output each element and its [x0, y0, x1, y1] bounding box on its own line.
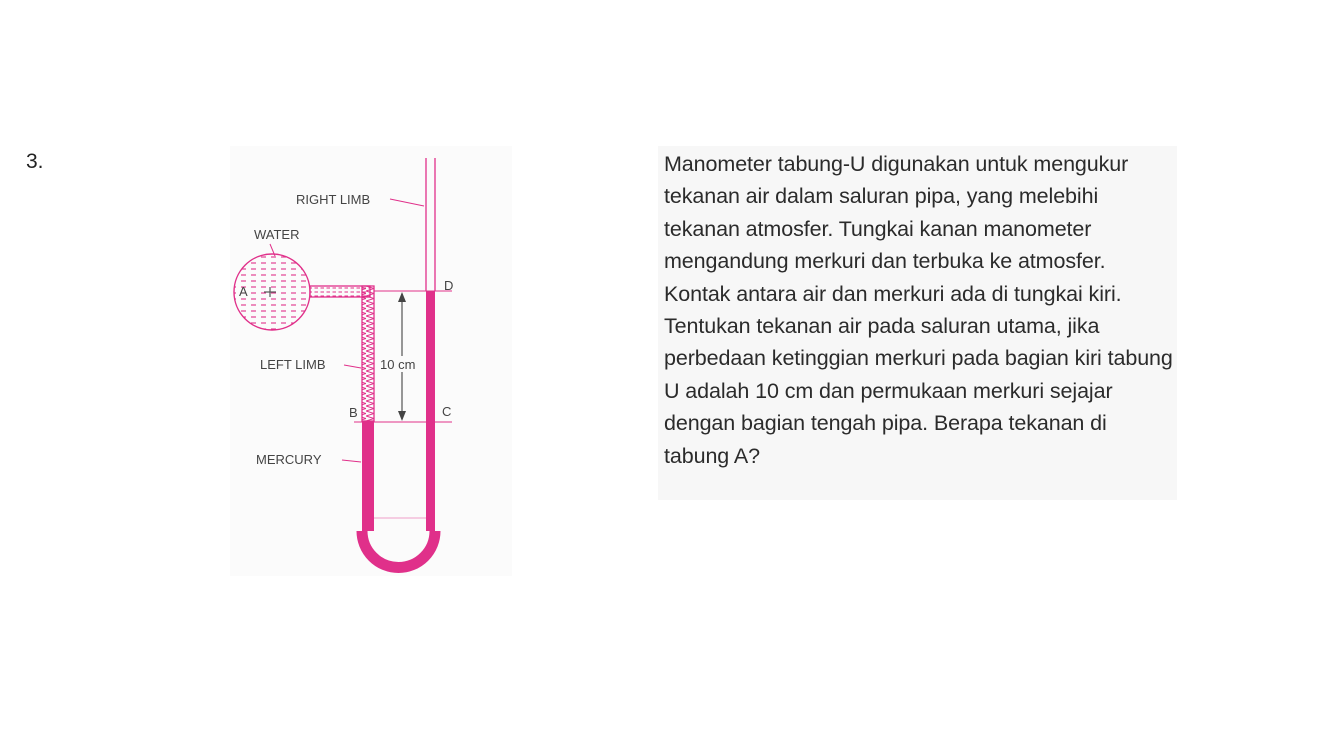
right-limb-leader [390, 199, 424, 206]
question-number: 3. [26, 150, 44, 173]
height-label: 10 cm [380, 357, 416, 372]
left-limb-water [362, 286, 374, 421]
point-c-label: C [442, 404, 452, 419]
point-b-label: B [349, 405, 358, 420]
manometer-diagram [230, 146, 512, 576]
left-limb-leader [344, 365, 361, 368]
manometer-svg [230, 146, 512, 576]
height-arrow-top [398, 292, 406, 302]
connecting-tube [310, 286, 370, 297]
mercury-left-column [362, 421, 374, 531]
point-d-label: D [444, 278, 454, 293]
water-label: WATER [254, 227, 300, 242]
mercury-label: MERCURY [256, 452, 322, 467]
question-text: Manometer tabung-U digunakan untuk mengukur tekanan air dalam saluran pipa, yang melebihi tekanan atmosfer. Tungkai kanan manometer mengandung merkuri dan terbuka ke atmosfer. Kontak antara air dan merkuri ada di tungkai kiri. Tentukan tekanan air pada saluran utama, jika perbedaan ketinggian merkuri pada bagian kiri tabung U adalah 10 cm dan permukaan merkuri sejajar dengan bagian tengah pipa. Berapa tekanan di tabung A? [658, 146, 1177, 500]
point-a-label: A [239, 284, 248, 299]
mercury-right-column [426, 291, 435, 531]
mercury-leader [342, 460, 361, 462]
right-limb-label: RIGHT LIMB [296, 192, 371, 207]
mercury-u-bend [362, 531, 435, 568]
height-arrow-bottom [398, 411, 406, 421]
left-limb-label: LEFT LIMB [260, 357, 326, 372]
